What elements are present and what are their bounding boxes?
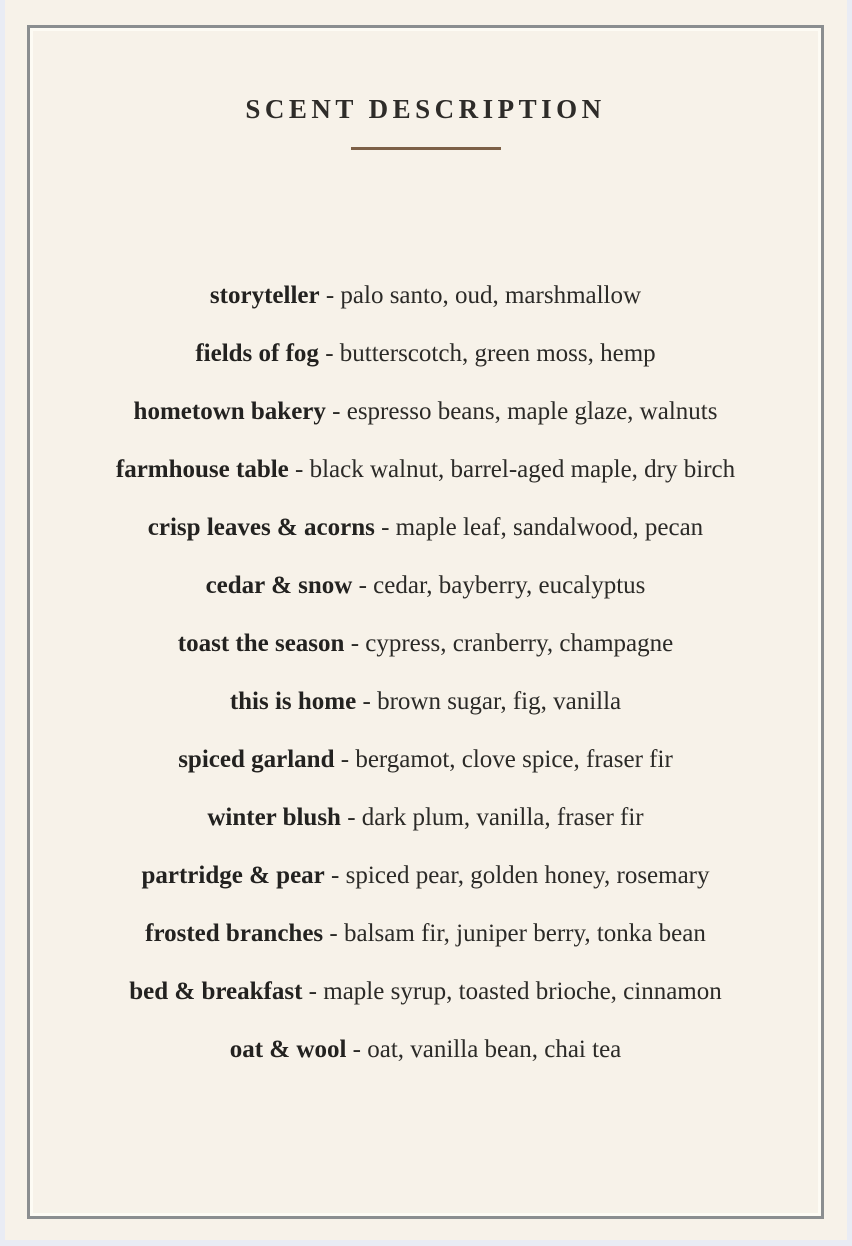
scent-item (30, 1021, 821, 1079)
scent-item (30, 731, 821, 789)
scent-name: storyteller (209, 282, 320, 309)
scent-notes: maple syrup, toasted brioche, cinnamon (323, 978, 722, 1005)
scent-separator: - (352, 572, 374, 599)
scent-notes: cypress, cranberry, champagne (365, 630, 674, 657)
scent-separator: - (356, 688, 378, 715)
scent-separator: - (346, 1036, 368, 1063)
scent-separator: - (340, 804, 362, 831)
scent-item (30, 383, 821, 441)
scent-name: hometown bakery (133, 398, 326, 425)
scent-item (30, 905, 821, 963)
scent-separator: - (344, 630, 366, 657)
scent-name: crisp leaves & acorns (147, 514, 375, 541)
scent-item (30, 789, 821, 847)
scent-name: fields of fog (195, 340, 319, 367)
scent-list (30, 267, 821, 1079)
scent-notes: butterscotch, green moss, hemp (339, 340, 656, 367)
scent-name: this is home (229, 688, 357, 715)
scent-name: cedar & snow (205, 572, 353, 599)
scent-name: spiced garland (178, 746, 335, 773)
title-divider (351, 147, 501, 150)
scent-name: farmhouse table (115, 456, 289, 483)
scent-separator: - (319, 282, 341, 309)
scent-name: bed & breakfast (129, 978, 303, 1005)
scent-card-frame (27, 25, 824, 1219)
scent-item (30, 325, 821, 383)
scent-notes: oat, vanilla bean, chai tea (367, 1036, 622, 1063)
scent-name: winter blush (207, 804, 341, 831)
scent-item (30, 267, 821, 325)
scent-separator: - (323, 920, 344, 947)
scent-item (30, 499, 821, 557)
scent-card-sheet (5, 0, 847, 1240)
scent-separator: - (318, 340, 340, 367)
scent-name: frosted branches (145, 920, 324, 947)
scent-name: oat & wool (229, 1036, 347, 1063)
scent-notes: balsam fir, juniper berry, tonka bean (344, 920, 706, 947)
scent-name: toast the season (177, 630, 345, 657)
scent-separator: - (288, 456, 310, 483)
page-title: SCENT DESCRIPTION (245, 94, 606, 124)
scent-item (30, 673, 821, 731)
scent-notes: dark plum, vanilla, fraser fir (361, 804, 644, 831)
scent-item (30, 963, 821, 1021)
scent-item (30, 847, 821, 905)
scent-item (30, 615, 821, 673)
scent-separator: - (302, 978, 324, 1005)
scent-separator: - (374, 514, 396, 541)
scent-separator: - (325, 398, 347, 425)
scent-notes: brown sugar, fig, vanilla (377, 688, 622, 715)
scent-separator: - (324, 862, 346, 889)
scent-notes: spiced pear, golden honey, rosemary (345, 862, 710, 889)
scent-item (30, 557, 821, 615)
scent-notes: cedar, bayberry, eucalyptus (373, 572, 646, 599)
scent-notes: maple leaf, sandalwood, pecan (395, 514, 704, 541)
scent-separator: - (334, 746, 356, 773)
scent-name: partridge & pear (141, 862, 325, 889)
scent-item (30, 441, 821, 499)
scent-notes: espresso beans, maple glaze, walnuts (346, 398, 718, 425)
scent-notes: palo santo, oud, marshmallow (340, 282, 642, 309)
scent-notes: bergamot, clove spice, fraser fir (355, 746, 673, 773)
scent-notes: black walnut, barrel-aged maple, dry birch (309, 456, 736, 483)
